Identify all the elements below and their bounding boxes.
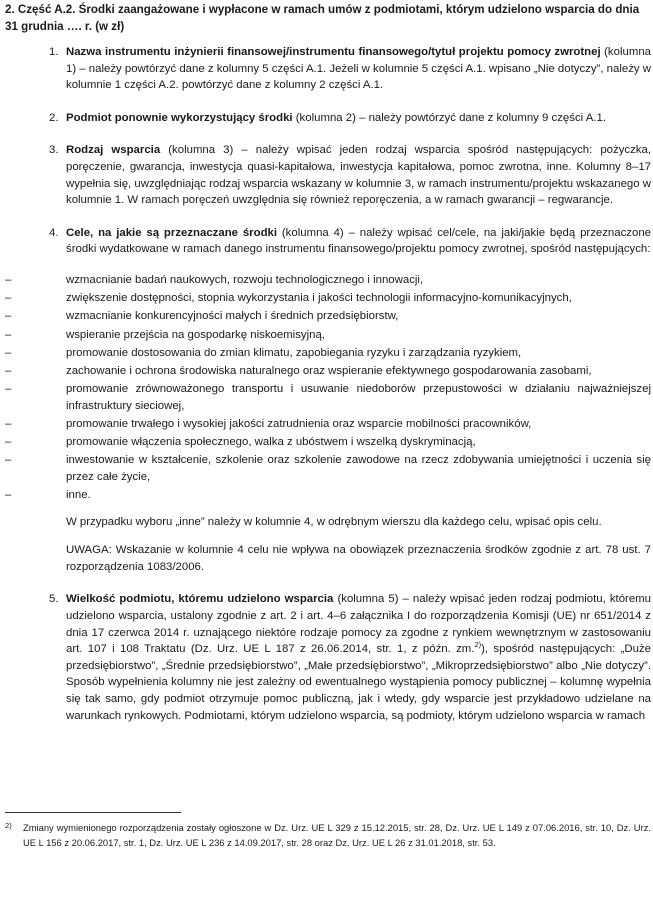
dash-marker: –	[5, 489, 12, 501]
goal-item: – inne.	[5, 487, 651, 504]
item-number: 2.	[49, 111, 59, 124]
item-title: Wielkość podmiotu, któremu udzielono wsparcia	[66, 593, 334, 606]
other-goal-note: W przypadku wyboru „inne” należy w kolumnie 4, w odrębnym wierszu dla każdego celu, wpisać opis celu.	[66, 515, 602, 528]
footnote-mark: 2)	[5, 821, 12, 830]
item-text: (kolumna 5) – należy wpisać jeden rodzaj podmiotu, któremu udzielono wsparcia, ustalony zgodnie z art. 2 i art. 4–6 załącznika I do rozporządzenia Komisji (UE) nr 651/2014 z dnia 17 czerwca 2014 r. uznającego niektóre rodzaje pomocy za zgodne z rynkiem wewnętrznym w zastosowaniu art. 107 i 108 Traktatu (Dz. Urz. UE L 187 z 26.06.2014, str. 1, z późn. zm.	[66, 593, 652, 656]
dash-marker: –	[5, 417, 12, 430]
section-heading: 2. Część A.2. Środki zaangażowane i wypłacone w ramach umów z podmiotami, którym udzielono wsparcia do dnia 31 grudnia …. r. (w zł)	[5, 3, 640, 33]
item-title: Podmiot ponownie wykorzystujący środki	[66, 111, 293, 124]
goal-item: – zachowanie i ochrona środowiska naturalnego oraz wspieranie efektywnego gospodarowania zasobami,	[5, 363, 651, 380]
item-text: (kolumna 4) – należy wpisać cel/cele, na jaki/jakie będą przeznaczone środki wydatkowane w ramach danego instrumentu finansowego/projektu pomocy zwrotnej, spośród następujących:	[66, 226, 651, 256]
dash-marker: –	[5, 454, 12, 467]
dash-marker: –	[5, 436, 12, 449]
item-body	[66, 142, 651, 208]
goal-item: – zwiększenie dostępności, stopnia wykorzystania i jakości technologii informacyjno-komunikacyjnych,	[5, 290, 651, 307]
dash-marker: –	[5, 292, 12, 305]
dash-marker: –	[5, 346, 12, 359]
dash-marker: –	[5, 383, 12, 396]
list-item-3	[5, 142, 651, 208]
item-body	[66, 110, 651, 127]
list-item-1	[5, 44, 651, 94]
dash-marker: –	[5, 364, 12, 377]
item-text: (kolumna 1) – należy powtórzyć dane z kolumny 5 części A.1. Jeżeli w kolumnie 5 części A.1. wpisano „Nie dotyczy”, należy w kolumnie 1 części A.2. powtórzyć dane z kolumny 2 części A.1.	[66, 46, 651, 92]
warning-note: UWAGA: Wskazanie w kolumnie 4 celu nie wpływa na obowiązek przeznaczenia środków zgodnie z art. 78 ust. 7 rozporządzenia 1083/2006.	[66, 544, 651, 573]
goal-item: – wzmacnianie konkurencyjności małych i średnich przedsiębiorstw,	[5, 308, 651, 325]
item-number: 5.	[49, 593, 59, 606]
dash-marker: –	[5, 273, 12, 286]
item-text: (kolumna 3) – należy wpisać jeden rodzaj wsparcia spośród następujących: pożyczka, poręczenie, gwarancja, inwestycja quasi-kapitałowa, inwestycja kapitałowa, pomoc zwrotna, inne. Kolumny 8–17 wypełnia się, uwzględniając rodzaj wsparcia wskazany w kolumnie 3, w ramach instrumentu/projektu wskazanego w kolumnie 1. W ramach poręczeń uwzględnia się również reporęczenia, a w ramach gwarancji – regwarancje.	[66, 144, 651, 207]
item-body	[66, 591, 651, 724]
footnote-reference[interactable]: 2)	[474, 640, 482, 650]
item-title: Rodzaj wsparcia	[66, 144, 161, 157]
footnote-text: Zmiany wymienionego rozporządzenia zostały ogłoszone w Dz. Urz. UE L 329 z 15.12.2015, str. 28, Dz. Urz. UE L 149 z 07.06.2016, str. 10, Dz. Urz. UE L 156 z 20.06.2017, str. 1, Dz. Urz. UE L 236 z 14.09.2017, str. 28 oraz Dz. Urz. UE L 26 z 31.01.2018, str. 53.	[23, 822, 651, 849]
goal-item: – inwestowanie w kształcenie, szkolenie oraz szkolenie zawodowe na rzecz zdobywania umiejętności i uczenia się przez całe życie,	[5, 454, 651, 483]
list-item-2	[5, 110, 651, 127]
footnote	[5, 820, 651, 851]
item-title: Nazwa instrumentu inżynierii finansowej/instrumentu finansowego/tytuł projektu pomocy zwrotnej	[66, 46, 601, 58]
item-number: 4.	[49, 226, 59, 239]
item-title: Cele, na jakie są przeznaczane środki	[66, 226, 278, 239]
item-body	[66, 44, 651, 94]
goal-item: – promowanie dostosowania do zmian klimatu, zapobiegania ryzyku i zarządzania ryzykiem,	[5, 345, 651, 362]
goal-item: – promowanie włączenia społecznego, walka z ubóstwem i wszelką dyskryminacją,	[5, 434, 651, 451]
goal-item: – promowanie trwałego i wysokiej jakości zatrudnienia oraz wsparcie mobilności pracowników,	[5, 416, 651, 433]
item-body	[66, 225, 651, 258]
item-text-continued: ), spośród następujących: „Duże przedsiębiorstwo”, „Średnie przedsiębiorstwo”, „Małe przedsiębiorstwo”, „Mikroprzedsiębiorstwo” albo „Nie dotyczy”. Sposób wypełnienia kolumny nie jest zależny od ewentualnego wystąpienia pomocy publicznej – kolumnę wypełnia się tak samo, gdy podmiot otrzymuje pomoc publiczną, jak i wtedy, gdy wsparcie jest przykładowo udzielane na warunkach rynkowych. Podmiotami, którym udzielono wsparcia, są podmioty, którym udzielono wsparcia w ramach	[66, 643, 651, 722]
instructions-list	[5, 44, 651, 740]
list-item-5	[5, 591, 651, 724]
footnote-separator	[5, 812, 181, 813]
goal-item: – promowanie zrównoważonego transportu i usuwanie niedoborów przepustowości w działaniu najważniejszej infrastruktury sieciowej,	[5, 383, 651, 412]
item-text: (kolumna 2) – należy powtórzyć dane z kolumny 9 części A.1.	[295, 111, 606, 124]
item-number: 3.	[49, 144, 59, 157]
goal-item: – wspieranie przejścia na gospodarkę niskoemisyjną,	[5, 327, 651, 344]
goals-list	[5, 272, 651, 504]
list-item-4	[5, 225, 651, 576]
dash-marker: –	[5, 310, 12, 323]
dash-marker: –	[5, 328, 12, 341]
item-number: 1.	[49, 46, 59, 58]
goal-item: – wzmacnianie badań naukowych, rozwoju technologicznego i innowacji,	[5, 272, 651, 289]
